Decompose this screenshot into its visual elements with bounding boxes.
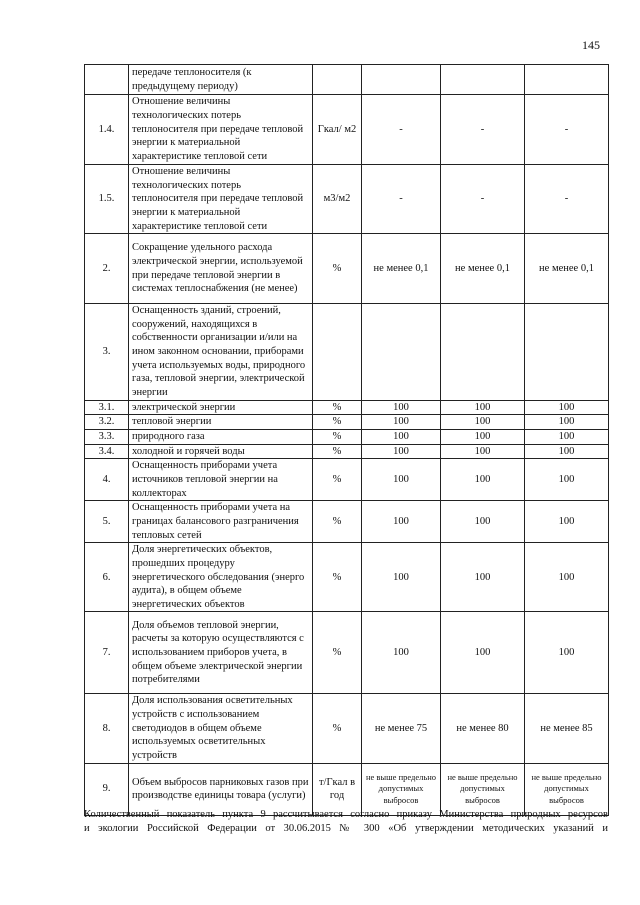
row-number-cell: 5. <box>85 501 129 543</box>
unit-cell: % <box>313 459 362 501</box>
row-number-cell: 1.5. <box>85 165 129 234</box>
indicator-name-cell: передаче теплоносителя (к предыдущему периоду) <box>129 65 313 95</box>
value-cell-2 <box>441 65 525 95</box>
value-cell-2: не менее 80 <box>441 694 525 763</box>
row-number-cell: 9. <box>85 763 129 815</box>
value-cell-3: - <box>525 165 609 234</box>
value-cell-1 <box>362 65 441 95</box>
row-number-cell: 7. <box>85 612 129 694</box>
value-cell-1: не менее 75 <box>362 694 441 763</box>
row-number-cell <box>85 65 129 95</box>
unit-cell: т/Гкал в год <box>313 763 362 815</box>
unit-cell: % <box>313 400 362 415</box>
row-number-cell: 3.2. <box>85 415 129 430</box>
indicator-name-cell: Доля объемов тепловой энергии, расчеты за которую осуществляются с использованием приборов учета, в общем объеме электрической энергии потребителями <box>129 612 313 694</box>
indicator-name-cell: Оснащенность приборами учета источников тепловой энергии на коллекторах <box>129 459 313 501</box>
value-cell-3: - <box>525 95 609 165</box>
row-number-cell: 1.4. <box>85 95 129 165</box>
unit-cell <box>313 65 362 95</box>
footnote <box>84 808 608 835</box>
unit-cell: % <box>313 694 362 763</box>
value-cell-2: 100 <box>441 444 525 459</box>
value-cell-1: - <box>362 165 441 234</box>
indicators-table <box>84 64 609 816</box>
value-cell-2: 100 <box>441 415 525 430</box>
row-number-cell: 3. <box>85 304 129 400</box>
unit-cell <box>313 304 362 400</box>
indicator-name-cell: Оснащенность зданий, строений, сооружений, находящихся в собственности организации и/или на ином законном основании, приборами учета используемых воды, природного газа, тепловой энергии, электрической энергии <box>129 304 313 400</box>
indicator-name-cell: природного газа <box>129 429 313 444</box>
table-row <box>85 415 609 430</box>
value-cell-1: 100 <box>362 612 441 694</box>
value-cell-2: 100 <box>441 429 525 444</box>
table-row <box>85 95 609 165</box>
value-cell-1: 100 <box>362 543 441 612</box>
row-number-cell: 6. <box>85 543 129 612</box>
row-number-cell: 4. <box>85 459 129 501</box>
indicator-name-cell: Доля энергетических объектов, прошедших процедуру энергетического обследования (энерго аудита), в общем объеме энергетических объектов <box>129 543 313 612</box>
value-cell-1: 100 <box>362 444 441 459</box>
value-cell-2 <box>441 304 525 400</box>
value-cell-3: 100 <box>525 444 609 459</box>
value-cell-2: 100 <box>441 400 525 415</box>
indicator-name-cell: Оснащенность приборами учета на границах балансового разграничения тепловых сетей <box>129 501 313 543</box>
table-row <box>85 65 609 95</box>
row-number-cell: 3.3. <box>85 429 129 444</box>
indicator-name-cell: Сокращение удельного расхода электрической энергии, используемой при передаче тепловой энергии в системах теплоснабжения (не менее) <box>129 234 313 304</box>
footnote-line-2: и экологии Российской Федерации от 30.06.2015 № 300 «Об утверждении методических указаний и <box>84 822 608 834</box>
indicator-name-cell: Отношение величины технологических потерь теплоносителя при передаче тепловой энергии к материальной характеристике тепловой сети <box>129 165 313 234</box>
value-cell-2: не менее 0,1 <box>441 234 525 304</box>
value-cell-1: 100 <box>362 459 441 501</box>
value-cell-2: не выше предельно допустимых выбросов <box>441 763 525 815</box>
value-cell-2: - <box>441 165 525 234</box>
value-cell-2: 100 <box>441 612 525 694</box>
value-cell-3: 100 <box>525 429 609 444</box>
unit-cell: % <box>313 234 362 304</box>
row-number-cell: 3.4. <box>85 444 129 459</box>
value-cell-1: 100 <box>362 400 441 415</box>
value-cell-1: 100 <box>362 429 441 444</box>
unit-cell: % <box>313 543 362 612</box>
value-cell-3 <box>525 65 609 95</box>
row-number-cell: 3.1. <box>85 400 129 415</box>
value-cell-3: 100 <box>525 612 609 694</box>
unit-cell: % <box>313 429 362 444</box>
table-row <box>85 459 609 501</box>
table-row <box>85 234 609 304</box>
value-cell-1: не менее 0,1 <box>362 234 441 304</box>
value-cell-3: 100 <box>525 543 609 612</box>
table-row <box>85 165 609 234</box>
indicator-name-cell: Отношение величины технологических потерь теплоносителя при передаче тепловой энергии к материальной характеристике тепловой сети <box>129 95 313 165</box>
value-cell-1: не выше предельно допустимых выбросов <box>362 763 441 815</box>
table-row <box>85 612 609 694</box>
unit-cell: % <box>313 501 362 543</box>
table-row <box>85 304 609 400</box>
value-cell-1: 100 <box>362 501 441 543</box>
value-cell-3: не менее 85 <box>525 694 609 763</box>
value-cell-3: не выше предельно допустимых выбросов <box>525 763 609 815</box>
value-cell-3: 100 <box>525 501 609 543</box>
value-cell-2: 100 <box>441 501 525 543</box>
row-number-cell: 8. <box>85 694 129 763</box>
unit-cell: Гкал/ м2 <box>313 95 362 165</box>
value-cell-2: - <box>441 95 525 165</box>
value-cell-3: 100 <box>525 415 609 430</box>
unit-cell: % <box>313 415 362 430</box>
table-row <box>85 429 609 444</box>
value-cell-3 <box>525 304 609 400</box>
table-row <box>85 400 609 415</box>
unit-cell: м3/м2 <box>313 165 362 234</box>
table-row <box>85 501 609 543</box>
table-row <box>85 444 609 459</box>
indicator-name-cell: Доля использования осветительных устройств с использованием светодиодов в общем объеме используемых осветительных устройств <box>129 694 313 763</box>
unit-cell: % <box>313 444 362 459</box>
table-row <box>85 694 609 763</box>
value-cell-1: - <box>362 95 441 165</box>
indicator-name-cell: Объем выбросов парниковых газов при производстве единицы товара (услуги) <box>129 763 313 815</box>
value-cell-3: не менее 0,1 <box>525 234 609 304</box>
value-cell-3: 100 <box>525 459 609 501</box>
footnote-line-1: Количественный показатель пункта 9 рассчитывается согласно приказу Министерства природных ресурсов <box>84 809 608 820</box>
table-row <box>85 543 609 612</box>
value-cell-2: 100 <box>441 459 525 501</box>
unit-cell: % <box>313 612 362 694</box>
value-cell-1 <box>362 304 441 400</box>
indicator-name-cell: тепловой энергии <box>129 415 313 430</box>
indicator-name-cell: холодной и горячей воды <box>129 444 313 459</box>
value-cell-2: 100 <box>441 543 525 612</box>
indicator-name-cell: электрической энергии <box>129 400 313 415</box>
page-number: 145 <box>582 38 600 52</box>
value-cell-3: 100 <box>525 400 609 415</box>
value-cell-1: 100 <box>362 415 441 430</box>
indicators-table-body <box>85 65 609 816</box>
row-number-cell: 2. <box>85 234 129 304</box>
